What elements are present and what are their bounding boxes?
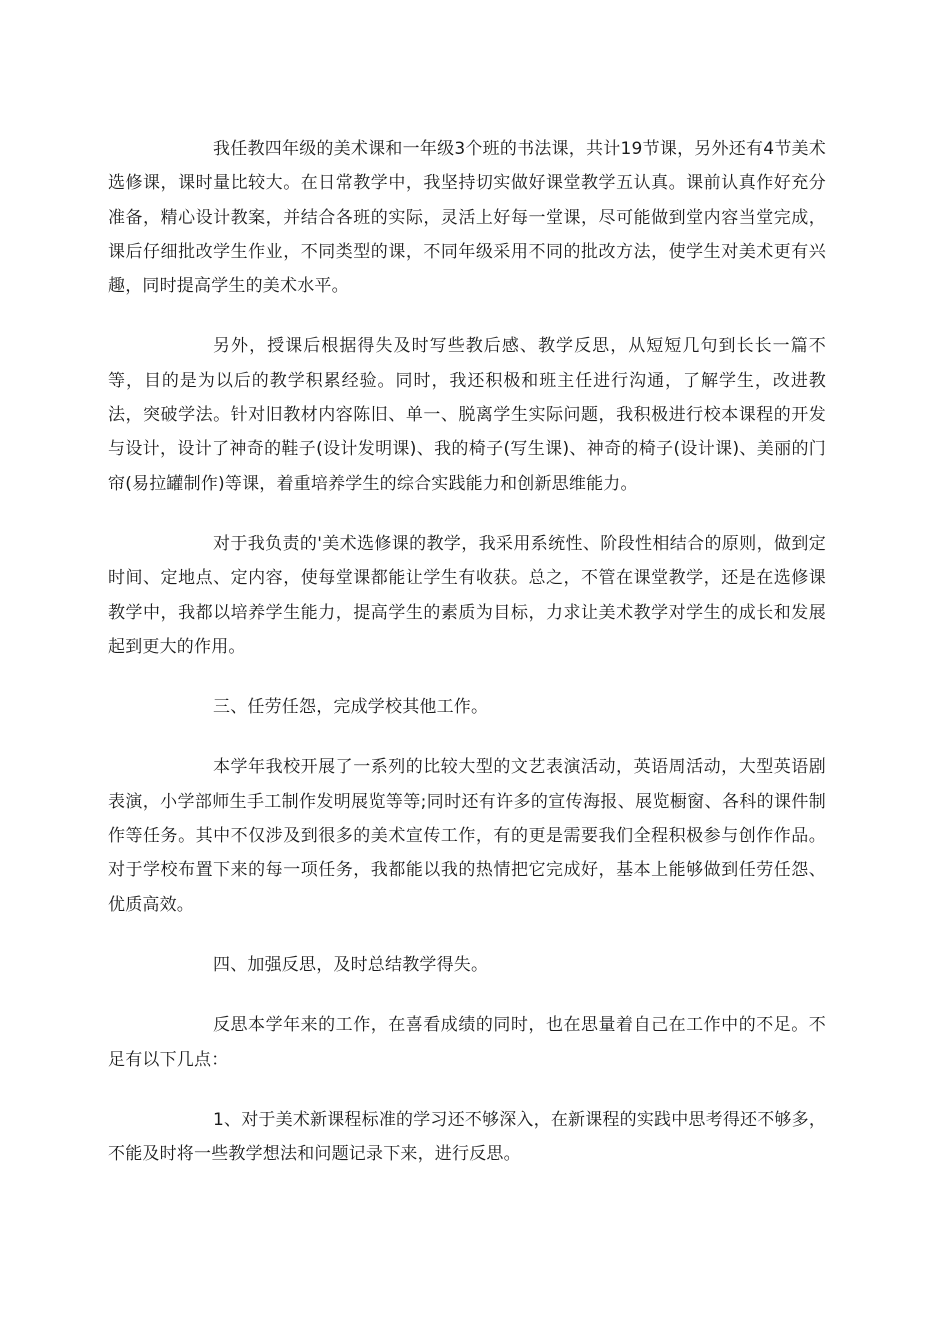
paragraph-shortcomings-intro: 反思本学年来的工作，在喜看成绩的同时，也在思量着自己在工作中的不足。不足有以下几点： (108, 1015, 826, 1070)
section-heading-4: 四、加强反思，及时总结教学得失。 (213, 954, 489, 975)
paragraph-shortcoming-1: 1、对于美术新课程标准的学习还不够深入，在新课程的实践中思考得还不够多，不能及时将一些教学想法和问题记录下来，进行反思。 (108, 1109, 827, 1165)
paragraph-teaching-load: 我任教四年级的美术课和一年级3个班的书法课，共计19节课，另外还有4节美术选修课，课时量比较大。在日常教学中，我坚持切实做好课堂教学五认真。课前认真作好充分准备，精心设计教案，并结合各班的实际，灵活上好每一堂课，尽可能做到堂内容当堂完成，课后仔细批改学生作业，不同类型的课，不同年级采用不同的批改方法，使学生对美术更有兴趣，同时提高学生的美术水平。 (108, 139, 826, 297)
paragraph-school-activities: 本学年我校开展了一系列的比较大型的文艺表演活动，英语周活动，大型英语剧表演，小学部师生手工制作发明展览等等;同时还有许多的宣传海报、展览橱窗、各科的课件制作等任务。其中不仅涉及到很多的美术宣传工作，有的更是需要我们全程积极参与创作作品。对于学校布置下来的每一项任务，我都能以我的热情把它完成好，基本上能够做到任劳任怨、优质高效。 (108, 757, 826, 915)
document-body (108, 132, 826, 1197)
paragraph-reflection-curriculum: 另外，授课后根据得失及时写些教后感、教学反思，从短短几句到长长一篇不等，目的是为以后的教学积累经验。同时，我还积极和班主任进行沟通，了解学生，改进教法，突破学法。针对旧教材内容陈旧、单一、脱离学生实际问题，我积极进行校本课程的开发与设计，设计了神奇的鞋子(设计发明课)、我的椅子(写生课)、神奇的椅子(设计课)、美丽的门帘(易拉罐制作)等课，着重培养学生的综合实践能力和创新思维能力。 (108, 336, 826, 494)
section-heading-3: 三、任劳任怨，完成学校其他工作。 (213, 697, 489, 718)
paragraph-elective-course: 对于我负责的'美术选修课的教学，我采用系统性、阶段性相结合的原则，做到定时间、定地点、定内容，使每堂课都能让学生有收获。总之，不管在课堂教学，还是在选修课教学中，我都以培养学生能力，提高学生的素质为目标，力求让美术教学对学生的成长和发展起到更大的作用。 (108, 533, 826, 657)
